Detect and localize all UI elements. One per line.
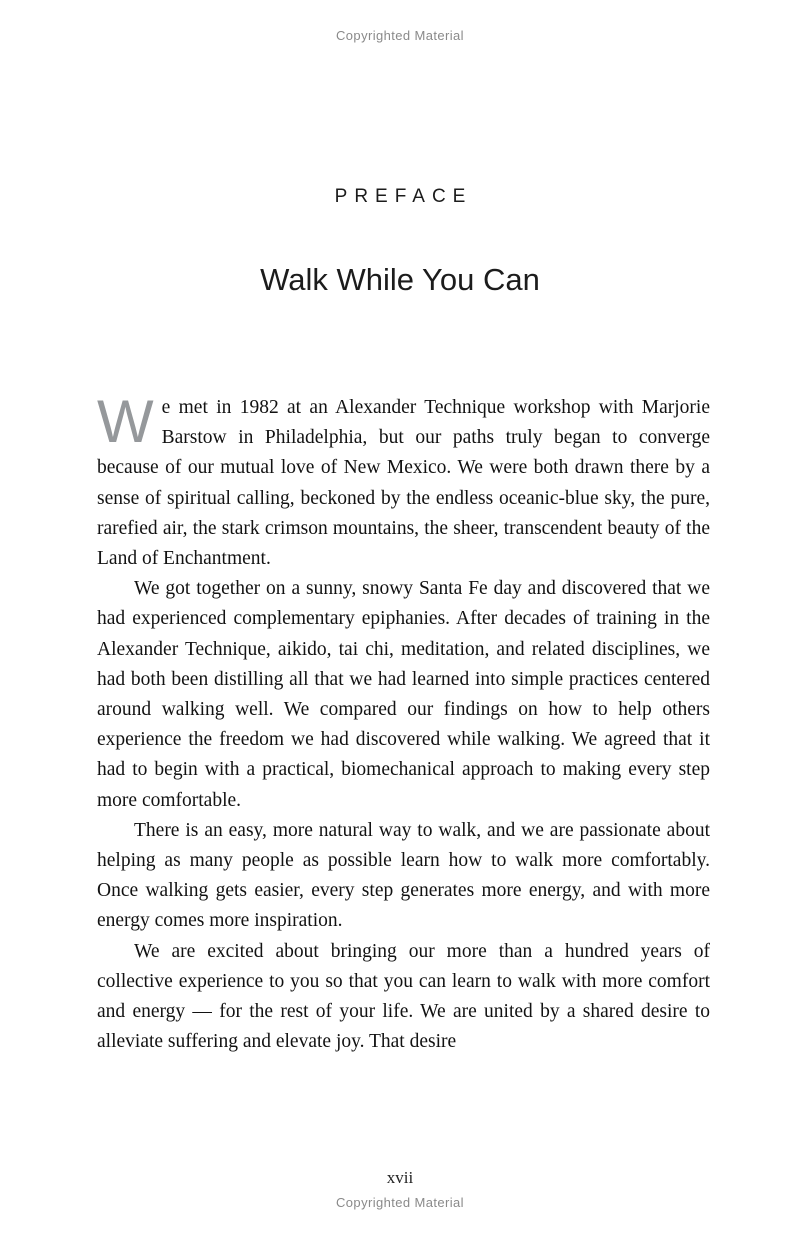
paragraph-1-text: e met in 1982 at an Alexander Technique workshop with Marjorie Barstow in Philadelphia, but our paths truly began to converge because of our mutual love of New Mexico. We were both drawn there by a sense of spiritual calling, beckoned by the endless oceanic-blue sky, the pure, rarefied air, the stark crimson mountains, the sheer, transcendent beauty of the Land of Enchantment.	[97, 397, 710, 570]
copyright-notice-top: Copyrighted Material	[336, 28, 464, 43]
paragraph-4: We are excited about bringing our more than a hundred years of collective experience to you so that you can learn to walk with more comfort and energy — for the rest of your life. We are united by a shared desire to alleviate suffering and elevate joy. That desire	[97, 940, 710, 1053]
body-text	[97, 388, 710, 1057]
copyright-notice-bottom: Copyrighted Material	[336, 1195, 464, 1210]
paragraph-1	[97, 388, 710, 574]
paragraph-3: There is an easy, more natural way to walk, and we are passionate about helping as many people as possible learn how to walk more comfortably. Once walking gets easier, every step generates more energy, and with more energy comes more inspiration.	[97, 819, 710, 932]
dropcap-letter: W	[97, 388, 154, 455]
section-label-preface: PREFACE	[334, 186, 473, 207]
page-number: xvii	[386, 1168, 414, 1187]
chapter-title: Walk While You Can	[260, 262, 540, 297]
paragraph-2: We got together on a sunny, snowy Santa Fe day and discovered that we had experienced complementary epiphanies. After decades of training in the Alexander Technique, aikido, tai chi, meditation, and related disciplines, we had both been distilling all that we had learned into simple practices centered around walking well. We compared our findings on how to help others experience the freedom we had discovered while walking. We agreed that it had to begin with a practical, biomechanical approach to making every step more comfortable.	[97, 578, 710, 811]
page-footer	[0, 1168, 800, 1210]
